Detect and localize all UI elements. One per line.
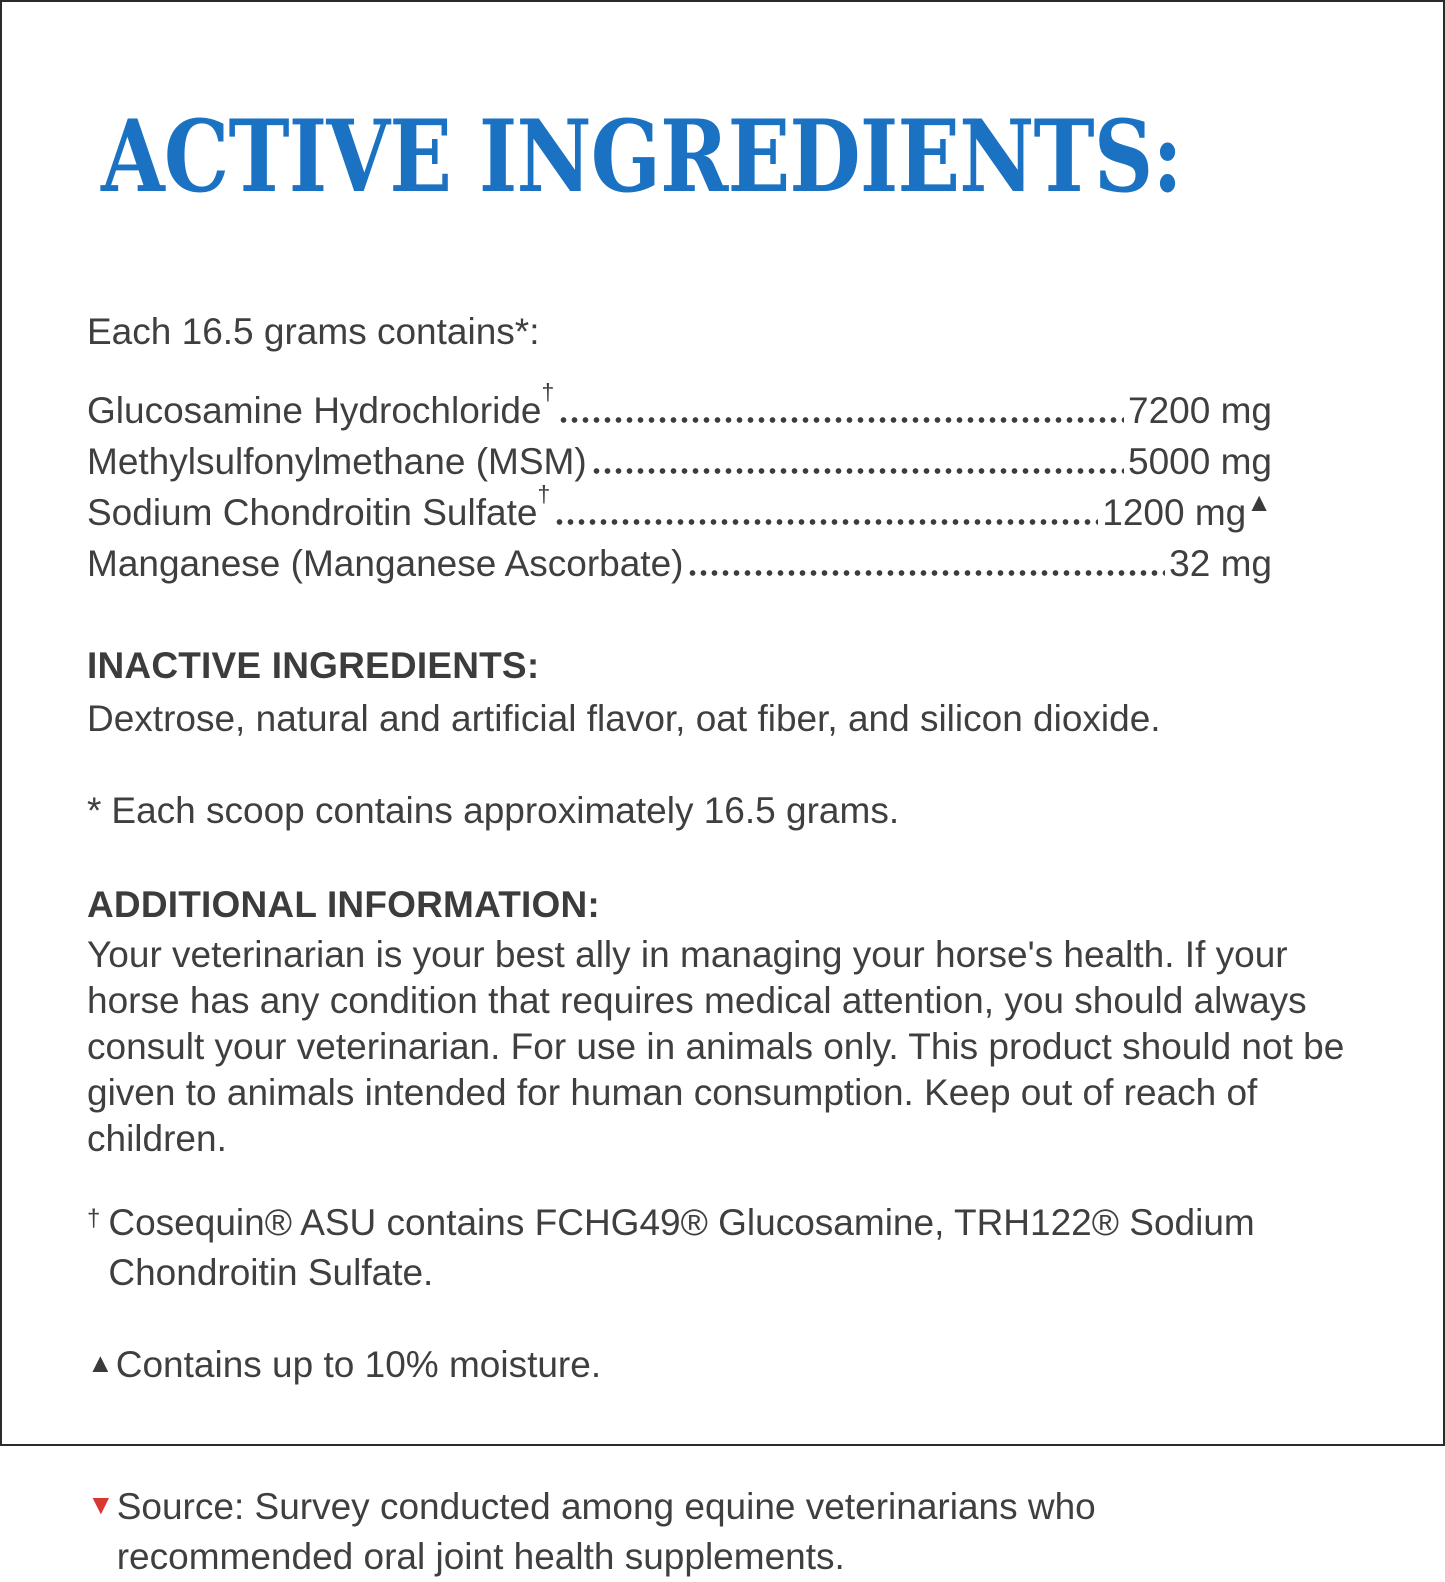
dagger-superscript: †	[541, 378, 555, 405]
ingredient-name	[87, 538, 683, 589]
inactive-ingredients-text: Dextrose, natural and artificial flavor, oat fiber, and silicon dioxide.	[87, 698, 1161, 739]
dagger-superscript: †	[537, 480, 551, 507]
table-row	[87, 538, 1272, 589]
dagger-marker: †	[87, 1205, 101, 1232]
ingredient-name-text: Glucosamine Hydrochloride	[87, 390, 542, 431]
ingredient-amount	[1169, 538, 1272, 589]
dotted-leader	[554, 516, 1098, 528]
ingredient-amount-text: 1200 mg	[1102, 492, 1247, 533]
scoop-footnote-text: Each scoop contains approximately 16.5 grams.	[111, 790, 900, 831]
dotted-leader	[591, 465, 1124, 477]
moisture-footnote-text: Contains up to 10% moisture.	[115, 1344, 602, 1385]
ingredient-name-text: Methylsulfonylmethane (MSM)	[87, 441, 587, 482]
asterisk-marker: *	[87, 790, 102, 831]
source-footnote	[87, 1482, 1373, 1582]
moisture-superscript: ▲	[1246, 487, 1272, 517]
inactive-ingredients-heading: INACTIVE INGREDIENTS:	[87, 645, 540, 686]
ingredient-name	[87, 480, 551, 538]
moisture-footnote	[87, 1340, 1373, 1390]
serving-size-line: Each 16.5 grams contains*:	[87, 311, 540, 352]
table-row	[87, 378, 1272, 436]
table-row	[87, 436, 1272, 487]
dotted-leader	[687, 567, 1165, 579]
ingredient-name	[87, 436, 587, 487]
additional-information-heading: ADDITIONAL INFORMATION:	[87, 884, 600, 925]
black-triangle-up-icon: ▲	[87, 1348, 114, 1378]
ingredient-amount-text: 5000 mg	[1128, 441, 1272, 482]
ingredient-name-text: Sodium Chondroitin Sulfate	[87, 492, 538, 533]
source-footnote-text: Source: Survey conducted among equine veterinarians who recommended oral joint health supplements.	[116, 1486, 1096, 1577]
ingredient-name-text: Manganese (Manganese Ascorbate)	[87, 543, 684, 584]
dotted-leader	[558, 414, 1124, 426]
ingredient-amount	[1102, 487, 1272, 538]
table-row	[87, 480, 1272, 538]
dagger-footnote-text: Cosequin® ASU contains FCHG49® Glucosamine, TRH122® Sodium Chondroitin Sulfate.	[108, 1202, 1255, 1293]
inactive-ingredients-section	[87, 645, 1373, 742]
scoop-footnote	[87, 786, 1373, 836]
ingredient-amount-text: 32 mg	[1169, 543, 1272, 584]
additional-information-section	[87, 884, 1373, 1162]
additional-information-text: Your veterinarian is your best ally in managing your horse's health. If your horse has any condition that requires medical attention, you should always consult your veterinarian. For use in animals only. This product should not be given to animals intended for human consumption. Keep out of reach of children.	[87, 934, 1345, 1159]
dagger-footnote	[87, 1198, 1373, 1298]
page-title: ACTIVE INGREDIENTS:	[101, 99, 1182, 215]
ingredient-name	[87, 378, 555, 436]
ingredient-amount-text: 7200 mg	[1128, 390, 1272, 431]
ingredient-amount	[1128, 436, 1272, 487]
active-ingredients-table	[87, 378, 1272, 589]
ingredient-amount	[1128, 385, 1272, 436]
red-triangle-down-icon: ▼	[87, 1489, 115, 1520]
